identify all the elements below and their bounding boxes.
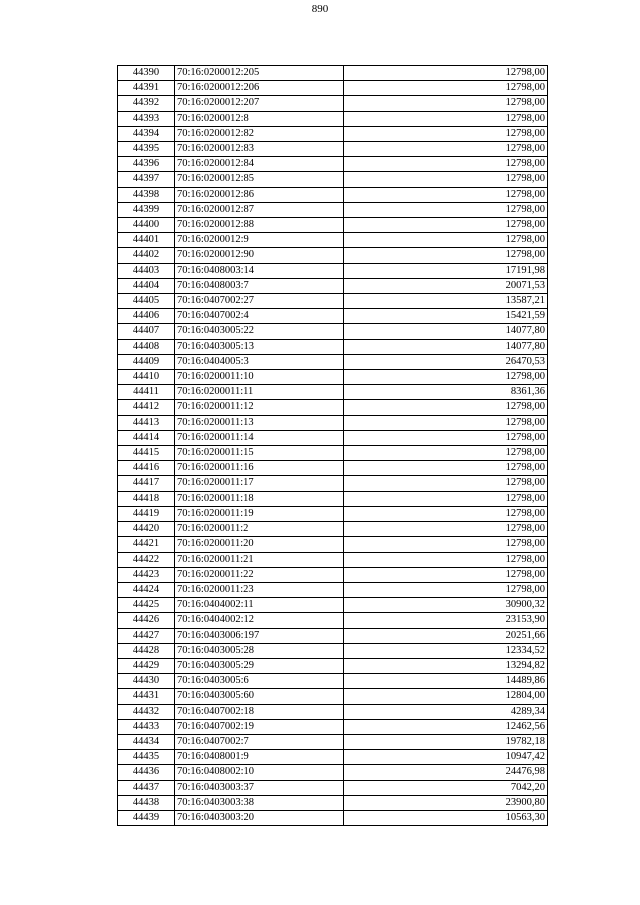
table-row <box>118 415 548 430</box>
row-number-cell: 44394 <box>118 126 175 141</box>
row-number-cell: 44417 <box>118 476 175 491</box>
row-number-cell: 44412 <box>118 400 175 415</box>
value-cell: 12798,00 <box>344 187 548 202</box>
value-cell: 30900,32 <box>344 598 548 613</box>
value-cell: 12798,00 <box>344 66 548 81</box>
value-cell: 12798,00 <box>344 370 548 385</box>
value-cell: 12798,00 <box>344 202 548 217</box>
cadastral-number-cell: 70:16:0403005:60 <box>175 689 344 704</box>
row-number-cell: 44420 <box>118 522 175 537</box>
cadastral-number-cell: 70:16:0200011:16 <box>175 461 344 476</box>
cadastral-number-cell: 70:16:0200011:12 <box>175 400 344 415</box>
value-cell: 12798,00 <box>344 491 548 506</box>
value-cell: 20251,66 <box>344 628 548 643</box>
table-row <box>118 324 548 339</box>
row-number-cell: 44392 <box>118 96 175 111</box>
value-cell: 12798,00 <box>344 81 548 96</box>
value-cell: 12798,00 <box>344 142 548 157</box>
value-cell: 12798,00 <box>344 96 548 111</box>
table-row <box>118 795 548 810</box>
row-number-cell: 44436 <box>118 765 175 780</box>
row-number-cell: 44430 <box>118 674 175 689</box>
value-cell: 14077,80 <box>344 324 548 339</box>
table-row <box>118 81 548 96</box>
value-cell: 8361,36 <box>344 385 548 400</box>
cadastral-number-cell: 70:16:0407002:19 <box>175 719 344 734</box>
row-number-cell: 44399 <box>118 202 175 217</box>
cadastral-number-cell: 70:16:0403005:6 <box>175 674 344 689</box>
row-number-cell: 44395 <box>118 142 175 157</box>
table-row <box>118 218 548 233</box>
table-row <box>118 810 548 825</box>
row-number-cell: 44390 <box>118 66 175 81</box>
row-number-cell: 44416 <box>118 461 175 476</box>
table-body <box>118 66 548 826</box>
table-row <box>118 674 548 689</box>
cadastral-number-cell: 70:16:0408002:10 <box>175 765 344 780</box>
table-row <box>118 126 548 141</box>
value-cell: 7042,20 <box>344 780 548 795</box>
cadastral-number-cell: 70:16:0200011:22 <box>175 567 344 582</box>
table-row <box>118 582 548 597</box>
table-row <box>118 354 548 369</box>
cadastral-number-cell: 70:16:0403006:197 <box>175 628 344 643</box>
row-number-cell: 44408 <box>118 339 175 354</box>
row-number-cell: 44419 <box>118 506 175 521</box>
row-number-cell: 44437 <box>118 780 175 795</box>
row-number-cell: 44396 <box>118 157 175 172</box>
row-number-cell: 44426 <box>118 613 175 628</box>
cadastral-number-cell: 70:16:0407002:4 <box>175 309 344 324</box>
cadastral-number-cell: 70:16:0408001:9 <box>175 750 344 765</box>
cadastral-number-cell: 70:16:0200011:10 <box>175 370 344 385</box>
value-cell: 10947,42 <box>344 750 548 765</box>
row-number-cell: 44434 <box>118 734 175 749</box>
cadastral-number-cell: 70:16:0200012:8 <box>175 111 344 126</box>
table-row <box>118 476 548 491</box>
row-number-cell: 44405 <box>118 294 175 309</box>
cadastral-number-cell: 70:16:0403005:28 <box>175 643 344 658</box>
table-row <box>118 734 548 749</box>
table-row <box>118 461 548 476</box>
table-row <box>118 66 548 81</box>
value-cell: 12798,00 <box>344 218 548 233</box>
value-cell: 20071,53 <box>344 278 548 293</box>
cadastral-number-cell: 70:16:0200011:23 <box>175 582 344 597</box>
value-cell: 13587,21 <box>344 294 548 309</box>
value-cell: 12798,00 <box>344 552 548 567</box>
table-row <box>118 765 548 780</box>
table-row <box>118 294 548 309</box>
value-cell: 12798,00 <box>344 476 548 491</box>
cadastral-number-cell: 70:16:0200012:86 <box>175 187 344 202</box>
cadastral-number-cell: 70:16:0200012:206 <box>175 81 344 96</box>
table-row <box>118 370 548 385</box>
row-number-cell: 44414 <box>118 430 175 445</box>
row-number-cell: 44410 <box>118 370 175 385</box>
cadastral-number-cell: 70:16:0403003:38 <box>175 795 344 810</box>
cadastral-number-cell: 70:16:0407002:7 <box>175 734 344 749</box>
cadastral-number-cell: 70:16:0403005:22 <box>175 324 344 339</box>
row-number-cell: 44397 <box>118 172 175 187</box>
value-cell: 12804,00 <box>344 689 548 704</box>
table-row <box>118 704 548 719</box>
table-row <box>118 780 548 795</box>
row-number-cell: 44435 <box>118 750 175 765</box>
cadastral-number-cell: 70:16:0200011:20 <box>175 537 344 552</box>
table-row <box>118 309 548 324</box>
value-cell: 10563,30 <box>344 810 548 825</box>
value-cell: 12798,00 <box>344 582 548 597</box>
row-number-cell: 44428 <box>118 643 175 658</box>
value-cell: 12798,00 <box>344 567 548 582</box>
table-row <box>118 613 548 628</box>
table-row <box>118 506 548 521</box>
value-cell: 13294,82 <box>344 658 548 673</box>
table-row <box>118 643 548 658</box>
value-cell: 12798,00 <box>344 157 548 172</box>
table-row <box>118 233 548 248</box>
cadastral-number-cell: 70:16:0200012:84 <box>175 157 344 172</box>
cadastral-number-cell: 70:16:0200012:9 <box>175 233 344 248</box>
row-number-cell: 44404 <box>118 278 175 293</box>
table-row <box>118 111 548 126</box>
cadastral-number-cell: 70:16:0200012:83 <box>175 142 344 157</box>
row-number-cell: 44401 <box>118 233 175 248</box>
row-number-cell: 44415 <box>118 446 175 461</box>
row-number-cell: 44398 <box>118 187 175 202</box>
data-table <box>117 65 548 826</box>
cadastral-number-cell: 70:16:0200011:17 <box>175 476 344 491</box>
cadastral-number-cell: 70:16:0403005:13 <box>175 339 344 354</box>
cadastral-number-cell: 70:16:0200011:13 <box>175 415 344 430</box>
row-number-cell: 44418 <box>118 491 175 506</box>
value-cell: 12462,56 <box>344 719 548 734</box>
row-number-cell: 44403 <box>118 263 175 278</box>
value-cell: 12334,52 <box>344 643 548 658</box>
value-cell: 23900,80 <box>344 795 548 810</box>
table-row <box>118 537 548 552</box>
cadastral-number-cell: 70:16:0403005:29 <box>175 658 344 673</box>
value-cell: 15421,59 <box>344 309 548 324</box>
table-row <box>118 750 548 765</box>
cadastral-number-cell: 70:16:0403003:20 <box>175 810 344 825</box>
table-row <box>118 552 548 567</box>
row-number-cell: 44393 <box>118 111 175 126</box>
cadastral-number-cell: 70:16:0403003:37 <box>175 780 344 795</box>
row-number-cell: 44409 <box>118 354 175 369</box>
cadastral-number-cell: 70:16:0200011:2 <box>175 522 344 537</box>
value-cell: 12798,00 <box>344 172 548 187</box>
cadastral-number-cell: 70:16:0200012:87 <box>175 202 344 217</box>
value-cell: 12798,00 <box>344 522 548 537</box>
row-number-cell: 44425 <box>118 598 175 613</box>
row-number-cell: 44424 <box>118 582 175 597</box>
value-cell: 23153,90 <box>344 613 548 628</box>
row-number-cell: 44432 <box>118 704 175 719</box>
row-number-cell: 44431 <box>118 689 175 704</box>
table-row <box>118 430 548 445</box>
table-row <box>118 172 548 187</box>
table-row <box>118 598 548 613</box>
row-number-cell: 44411 <box>118 385 175 400</box>
value-cell: 12798,00 <box>344 415 548 430</box>
value-cell: 12798,00 <box>344 446 548 461</box>
table-row <box>118 339 548 354</box>
table-row <box>118 263 548 278</box>
value-cell: 12798,00 <box>344 461 548 476</box>
value-cell: 17191,98 <box>344 263 548 278</box>
table-row <box>118 248 548 263</box>
table-row <box>118 400 548 415</box>
table-row <box>118 719 548 734</box>
row-number-cell: 44400 <box>118 218 175 233</box>
page-number: 890 <box>311 3 329 15</box>
value-cell: 12798,00 <box>344 111 548 126</box>
table-row <box>118 628 548 643</box>
cadastral-number-cell: 70:16:0200012:207 <box>175 96 344 111</box>
row-number-cell: 44402 <box>118 248 175 263</box>
table-row <box>118 567 548 582</box>
value-cell: 4289,34 <box>344 704 548 719</box>
table-row <box>118 96 548 111</box>
row-number-cell: 44433 <box>118 719 175 734</box>
value-cell: 12798,00 <box>344 233 548 248</box>
cadastral-number-cell: 70:16:0200011:11 <box>175 385 344 400</box>
value-cell: 12798,00 <box>344 400 548 415</box>
row-number-cell: 44391 <box>118 81 175 96</box>
value-cell: 14489,86 <box>344 674 548 689</box>
table-row <box>118 187 548 202</box>
table-row <box>118 446 548 461</box>
cadastral-number-cell: 70:16:0200012:205 <box>175 66 344 81</box>
table-row <box>118 385 548 400</box>
value-cell: 12798,00 <box>344 506 548 521</box>
table-row <box>118 689 548 704</box>
table-row <box>118 522 548 537</box>
cadastral-number-cell: 70:16:0200011:21 <box>175 552 344 567</box>
value-cell: 24476,98 <box>344 765 548 780</box>
value-cell: 26470,53 <box>344 354 548 369</box>
cadastral-number-cell: 70:16:0407002:27 <box>175 294 344 309</box>
cadastral-number-cell: 70:16:0200011:15 <box>175 446 344 461</box>
cadastral-number-cell: 70:16:0407002:18 <box>175 704 344 719</box>
cadastral-number-cell: 70:16:0200012:82 <box>175 126 344 141</box>
table-row <box>118 491 548 506</box>
cadastral-number-cell: 70:16:0200011:14 <box>175 430 344 445</box>
table-row <box>118 157 548 172</box>
table-row <box>118 202 548 217</box>
cadastral-number-cell: 70:16:0200012:88 <box>175 218 344 233</box>
value-cell: 19782,18 <box>344 734 548 749</box>
row-number-cell: 44439 <box>118 810 175 825</box>
value-cell: 14077,80 <box>344 339 548 354</box>
value-cell: 12798,00 <box>344 126 548 141</box>
cadastral-number-cell: 70:16:0408003:14 <box>175 263 344 278</box>
row-number-cell: 44427 <box>118 628 175 643</box>
value-cell: 12798,00 <box>344 430 548 445</box>
row-number-cell: 44429 <box>118 658 175 673</box>
table-row <box>118 142 548 157</box>
cadastral-number-cell: 70:16:0408003:7 <box>175 278 344 293</box>
cadastral-number-cell: 70:16:0200011:19 <box>175 506 344 521</box>
table-row <box>118 278 548 293</box>
row-number-cell: 44438 <box>118 795 175 810</box>
cadastral-number-cell: 70:16:0404002:12 <box>175 613 344 628</box>
row-number-cell: 44421 <box>118 537 175 552</box>
cadastral-number-cell: 70:16:0200012:90 <box>175 248 344 263</box>
row-number-cell: 44407 <box>118 324 175 339</box>
cadastral-number-cell: 70:16:0404002:11 <box>175 598 344 613</box>
row-number-cell: 44423 <box>118 567 175 582</box>
row-number-cell: 44406 <box>118 309 175 324</box>
cadastral-number-cell: 70:16:0200011:18 <box>175 491 344 506</box>
value-cell: 12798,00 <box>344 248 548 263</box>
cadastral-number-cell: 70:16:0404005:3 <box>175 354 344 369</box>
value-cell: 12798,00 <box>344 537 548 552</box>
cadastral-number-cell: 70:16:0200012:85 <box>175 172 344 187</box>
row-number-cell: 44413 <box>118 415 175 430</box>
row-number-cell: 44422 <box>118 552 175 567</box>
table-row <box>118 658 548 673</box>
